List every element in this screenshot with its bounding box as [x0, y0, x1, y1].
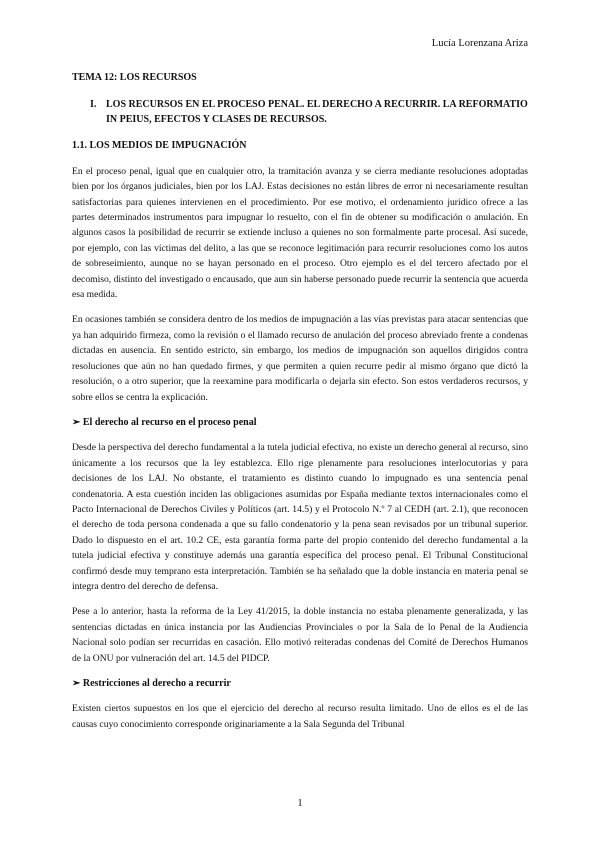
section-number: I. [90, 99, 97, 111]
paragraph-4: Pese a lo anterior, hasta la reforma de la Ley 41/2015, la doble instancia no estaba plenamente generalizada, y las sentencias dictadas en única instancia por las Audiencias Provinciales o por la Sala de lo Penal de la Audiencia Nacional solo podían ser recurridas en casación. Ello motivó reiteradas condenas del Comité de Derechos Humanos de la ONU por vulneración del art. 14.5 del PIDCP. [72, 606, 528, 664]
document-body [72, 70, 528, 742]
bullet-heading-right-to-appeal: ➢ El derecho al recurso en el proceso penal [72, 416, 257, 428]
paragraph-2: En ocasiones también se considera dentro de los medios de impugnación a las vías previstas para atacar sentencias que ya han adquirido firmeza, como la revisión o el llamado recurso de anulación del proceso abreviado frente a condenas dictadas en ausencia. En sentido estricto, sin embargo, los medios de impugnación son aquellos dirigidos contra resoluciones que aún no han quedado firmes, y que permiten a quien recurre pedir al mismo órgano que dictó la resolución, o a otro superior, que la reexamine para modificarla o dejarla sin efecto. Son estos verdaderos recursos, y sobre ellos se centra la explicación. [72, 314, 528, 403]
chapter-title: TEMA 12: LOS RECURSOS [72, 72, 197, 83]
paragraph-3: Desde la perspectiva del derecho fundamental a la tutela judicial efectiva, no existe un derecho general al recurso, sino únicamente a los recursos que la ley establezca. Ello rige plenamente para resoluciones interlocutorias y para decisiones de los LAJ. No obstante, el tratamiento es distinto cuando lo impugnado es una sentencia penal condenatoria. A esta cuestión inciden las obligaciones asumidas por España mediante textos internacionales como el Pacto Internacional de Derechos Civiles y Políticos (art. 14.5) y el Protocolo N.º 7 al CEDH (art. 2.1), que reconocen el derecho de toda persona condenada a que su fallo condenatorio y la pena sean revisados por un tribunal superior. Dado lo dispuesto en el art. 10.2 CE, esta garantía forma parte del propio contenido del derecho fundamental a la tutela judicial efectiva y constituye además una garantía específica del proceso penal. El Tribunal Constitucional confirmó desde muy temprano esta interpretación. También se ha señalado que la doble instancia en materia penal se integra dentro del derecho de defensa. [72, 442, 528, 592]
paragraph-5: Existen ciertos supuestos en los que el ejercicio del derecho al recurso resulta limitado. Uno de ellos es el de las causas cuyo conocimiento corresponde originariamente a la Sala Segunda del Tribunal [72, 703, 528, 730]
page-number: 1 [297, 798, 303, 809]
subsection-heading: 1.1. LOS MEDIOS DE IMPUGNACIÓN [72, 140, 247, 152]
paragraph-1: En el proceso penal, igual que en cualquier otro, la tramitación avanza y se cierra mediante resoluciones adoptadas bien por los órganos judiciales, bien por los LAJ. Estas decisiones no están libres de error ni necesariamente resultan satisfactorias para quienes intervienen en el procedimiento. Por ese motivo, el ordenamiento jurídico ofrece a las partes determinados instrumentos para impugnar lo resuelto, con el fin de obtener su modificación o anulación. En algunos casos la posibilidad de recurrir se extiende incluso a quienes no son formalmente parte procesal. Así sucede, por ejemplo, con las víctimas del delito, a las que se reconoce legitimación para recurrir resoluciones como los autos de sobreseimiento, aunque no se hayan personado en el proceso. Otro ejemplo es el del tercero afectado por el decomiso, distinto del investigado o encausado, que aun sin haberse personado puede recurrir la sentencia que acuerda esa medida. [72, 165, 528, 301]
section-title: LOS RECURSOS EN EL PROCESO PENAL. EL DERECHO A RECURRIR. LA REFORMATIO IN PEIUS, EFECTOS Y CLASES DE RECURSOS. [106, 99, 528, 126]
header-author: Lucía Lorenzana Ariza [431, 38, 528, 49]
bullet-heading-restrictions: ➢ Restricciones al derecho a recurrir [72, 678, 231, 689]
section-heading [72, 97, 528, 127]
